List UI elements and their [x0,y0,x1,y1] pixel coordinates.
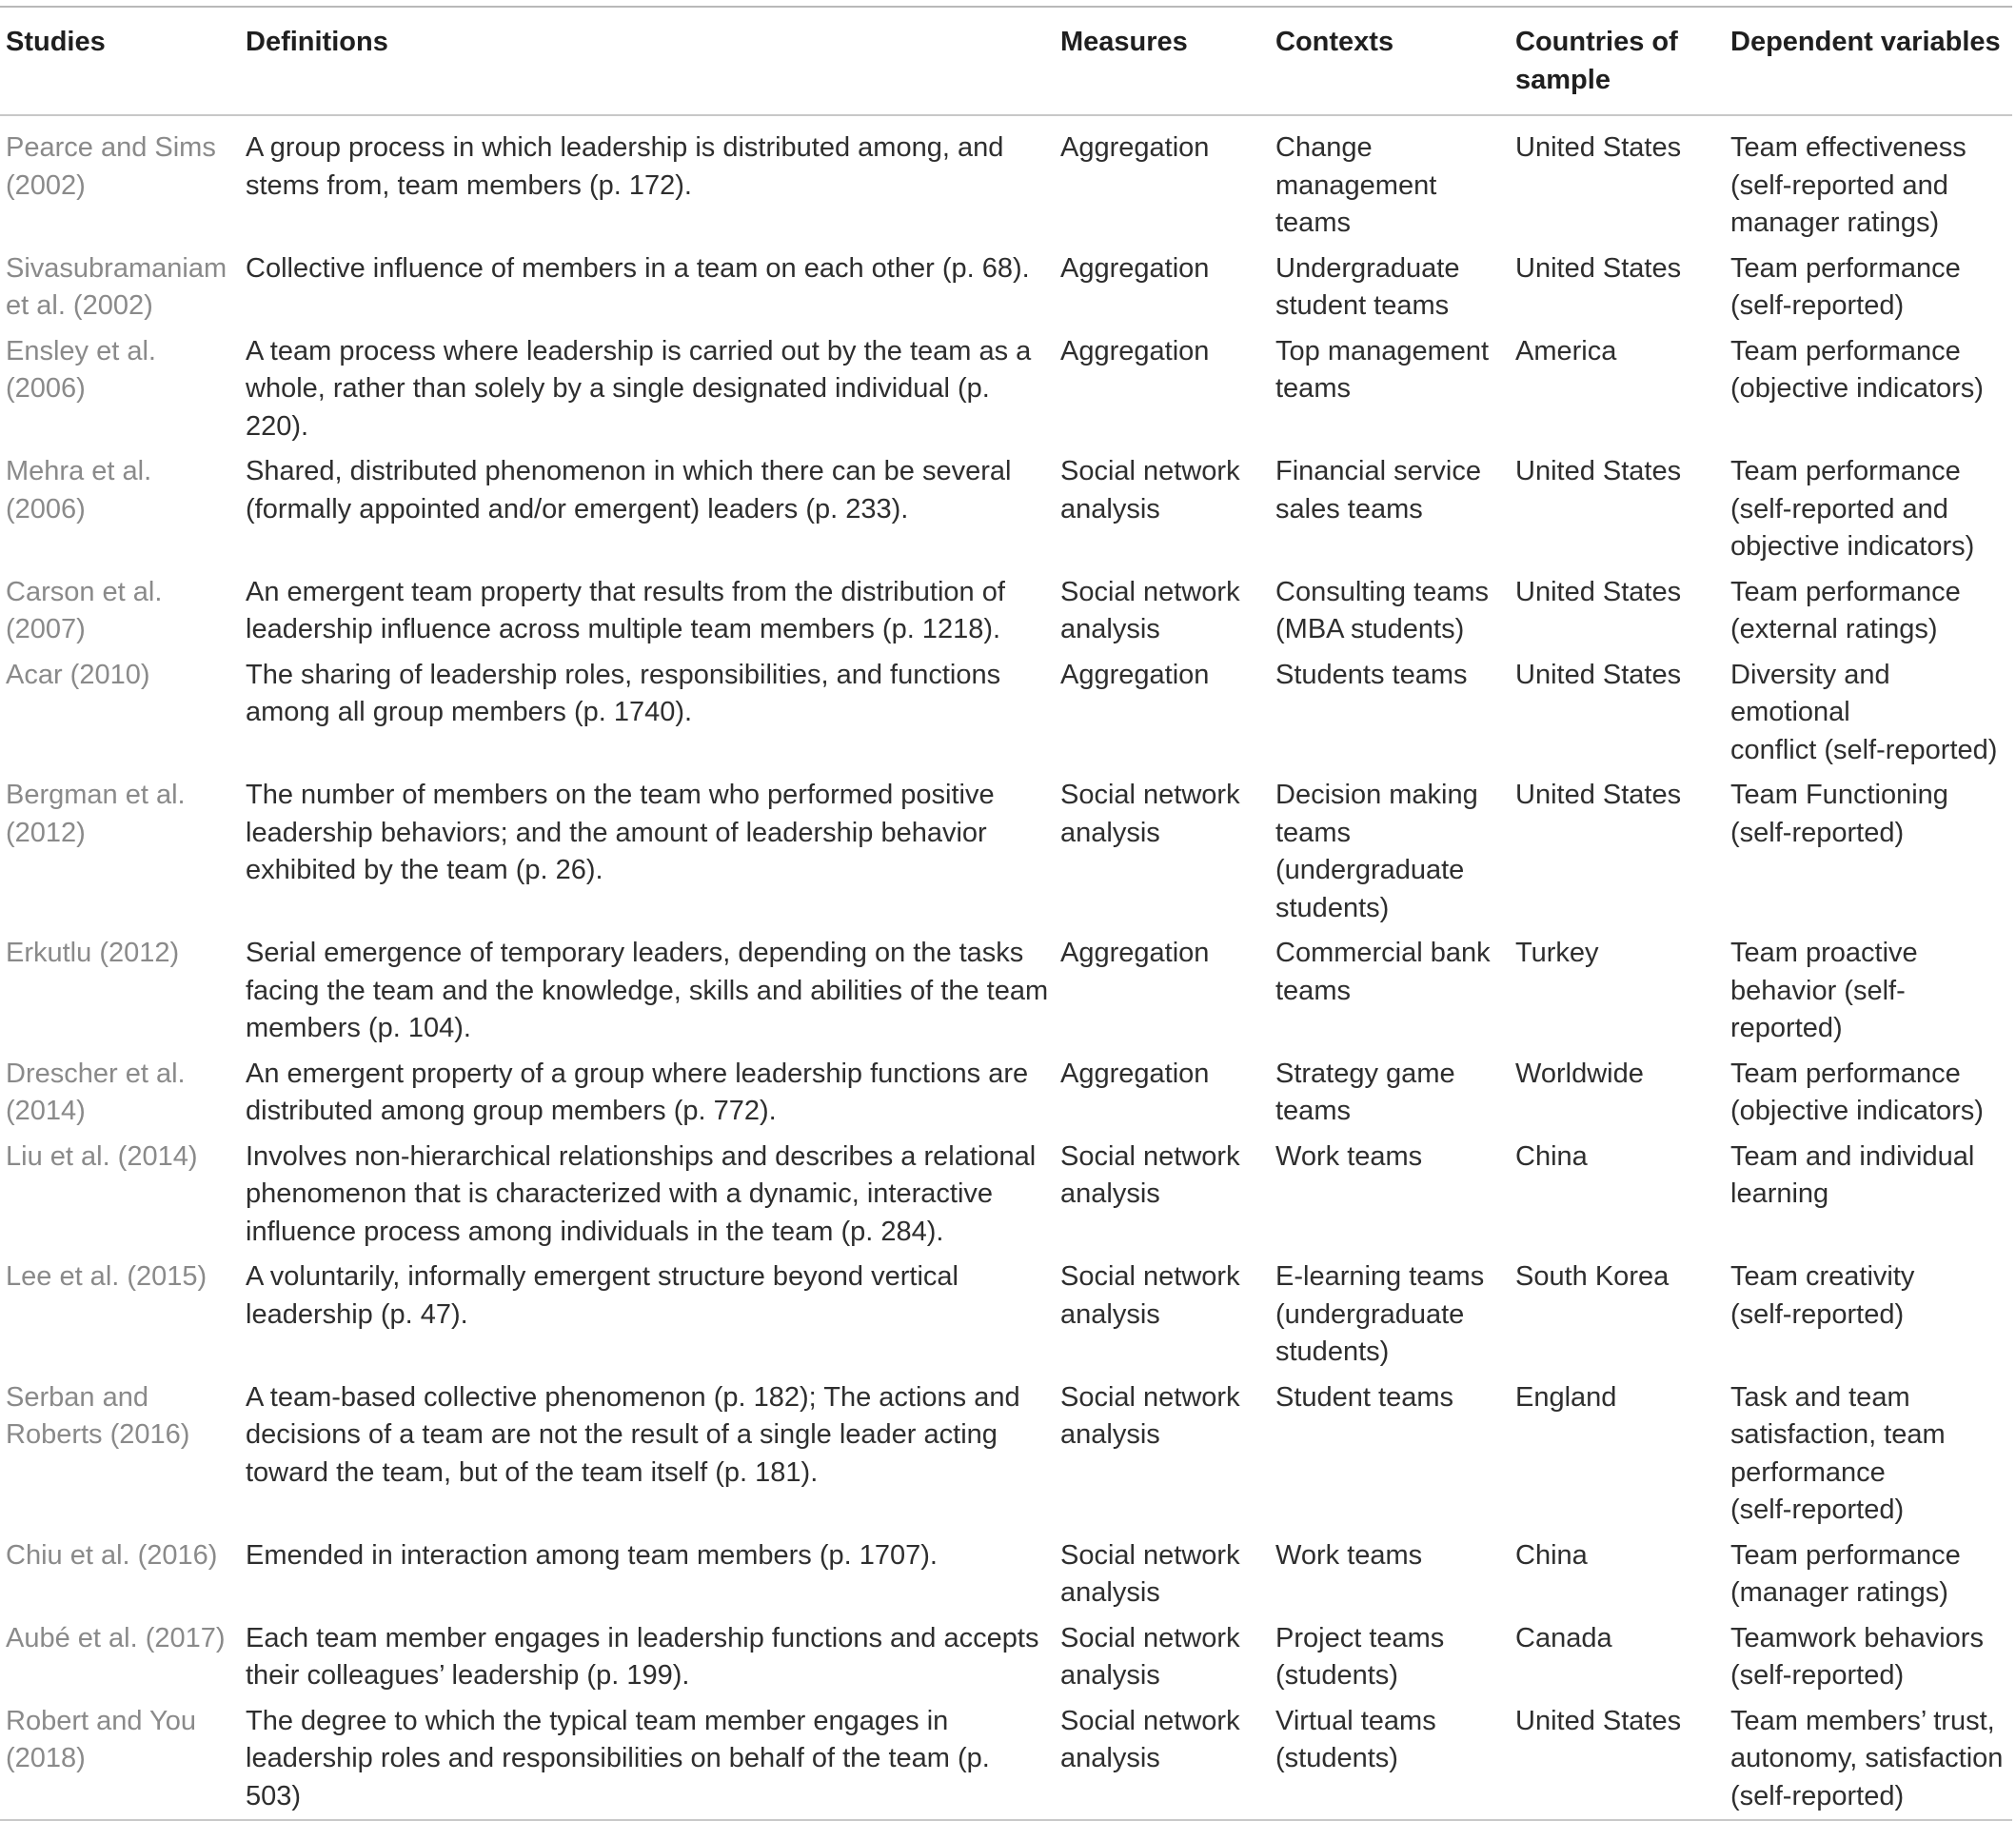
country-cell: England [1515,1381,1617,1413]
ctx-cell: Decision making teams (undergraduate students) [1275,780,1478,923]
country-cell: United States [1515,456,1682,486]
def-cell: Shared, distributed phenomenon in which there can be several (formally appointed and/or emergent) leaders (p. 233). [246,456,1012,525]
country-cell: South Korea [1515,1261,1670,1292]
study-cell: Ensley et al. (2006) [6,335,156,404]
study-cell: Carson et al. (2007) [6,576,163,644]
table-row [0,1052,2012,1135]
table-row [0,653,2012,774]
def-cell: Involves non-hierarchical relationships and describes a relational phenomenon that is characterized with a dynamic, interactive influence process among individuals in the team (p. 284). [246,1140,1037,1247]
header-measures: Measures [1060,27,1188,57]
header-contexts: Contexts [1275,27,1394,57]
studies-table [0,6,2012,1821]
ctx-cell: Project teams (students) [1275,1622,1445,1691]
header-countries: Countries of sample [1515,27,1678,95]
table-row [0,449,2012,570]
study-cell: Acar (2010) [6,659,150,690]
def-cell: Serial emergence of temporary leaders, depending on the tasks facing the team and the knowledge, skills and abilities of the team members (p. 104). [246,938,1049,1043]
meas-cell: Aggregation [1060,1058,1210,1089]
def-cell: A group process in which leadership is distributed among, and stems from, team members (p. 172). [246,132,1004,201]
table-row [0,1376,2012,1534]
study-cell: Erkutlu (2012) [6,938,180,968]
dep-cell: Team performance (objective indicators) [1730,1058,1984,1126]
ctx-cell: Financial service sales teams [1275,456,1481,525]
def-cell: Each team member engages in leadership functions and accepts their colleagues’ leadership (p. 199). [246,1622,1039,1691]
ctx-cell: Student teams [1275,1381,1453,1413]
dep-cell: Team Functioning (self-reported) [1730,780,1948,848]
dep-cell: Team effectiveness (self-reported and manager ratings) [1730,132,1967,238]
country-cell: United States [1515,780,1682,810]
ctx-cell: Work teams [1275,1140,1423,1172]
study-cell: Serban and Roberts (2016) [6,1381,190,1450]
dep-cell: Team creativity (self-reported) [1730,1261,1915,1330]
ctx-cell: Strategy game teams [1275,1058,1455,1126]
country-cell: United States [1515,1705,1682,1736]
meas-cell: Social network analysis [1060,1622,1240,1691]
def-cell: The sharing of leadership roles, responsibilities, and functions among all group members (p. 1740). [246,659,1001,727]
def-cell: Collective influence of members in a team on each other (p. 68). [246,252,1030,284]
country-cell: America [1515,335,1617,366]
dep-cell: Team performance (objective indicators) [1730,335,1984,404]
study-cell: Robert and You (2018) [6,1705,196,1773]
country-cell: China [1515,1140,1588,1172]
meas-cell: Aggregation [1060,335,1210,366]
study-cell: Liu et al. (2014) [6,1140,198,1172]
meas-cell: Social network analysis [1060,1261,1240,1330]
def-cell: Emended in interaction among team members (p. 1707). [246,1539,938,1571]
study-cell: Sivasubramaniam et al. (2002) [6,252,227,321]
dep-cell: Team performance (manager ratings) [1730,1539,1961,1608]
table-row [0,931,2012,1052]
header-definitions: Definitions [246,27,388,57]
table-row [0,329,2012,450]
dep-cell: Task and team satisfaction, team performance (self-reported) [1730,1381,1946,1525]
dep-cell: Team performance (external ratings) [1730,576,1961,644]
header-row [0,7,2012,115]
table-row [0,1534,2012,1616]
meas-cell: Social network analysis [1060,1140,1240,1209]
country-cell: United States [1515,659,1682,690]
def-cell: An emergent team property that results from the distribution of leadership influence across multiple team members (p. 1218). [246,576,1005,644]
def-cell: A team-based collective phenomenon (p. 182); The actions and decisions of a team are not the result of a single leader acting toward the team, but of the team itself (p. 181). [246,1381,1020,1488]
ctx-cell: Undergraduate student teams [1275,252,1460,321]
table-row [0,773,2012,931]
study-cell: Chiu et al. (2016) [6,1539,218,1571]
def-cell: The degree to which the typical team member engages in leadership roles and responsibilities on behalf of the team (p. 503) [246,1705,990,1811]
table-header [0,7,2012,115]
dep-cell: Team and individual learning [1730,1140,1975,1209]
meas-cell: Social network analysis [1060,1381,1240,1450]
ctx-cell: Students teams [1275,659,1468,690]
meas-cell: Social network analysis [1060,780,1240,848]
table-body [0,115,2012,1820]
table-row [0,1135,2012,1256]
table-row [0,115,2012,247]
ctx-cell: E-learning teams (undergraduate students) [1275,1261,1485,1367]
ctx-cell: Top management teams [1275,335,1490,404]
table-row [0,1699,2012,1821]
header-dependent-variables: Dependent variables [1730,27,2001,57]
country-cell: United States [1515,252,1682,284]
country-cell: China [1515,1539,1588,1571]
meas-cell: Social network analysis [1060,1539,1240,1608]
country-cell: Worldwide [1515,1058,1644,1089]
def-cell: An emergent property of a group where leadership functions are distributed among group members (p. 772). [246,1058,1029,1126]
def-cell: A team process where leadership is carried out by the team as a whole, rather than solely by a single designated individual (p. 220). [246,335,1032,442]
study-cell: Mehra et al. (2006) [6,456,152,525]
def-cell: A voluntarily, informally emergent structure beyond vertical leadership (p. 47). [246,1261,959,1330]
country-cell: United States [1515,576,1682,607]
meas-cell: Social network analysis [1060,1705,1240,1773]
header-studies: Studies [6,27,106,57]
meas-cell: Social network analysis [1060,456,1240,525]
country-cell: Turkey [1515,938,1599,968]
study-cell: Drescher et al. (2014) [6,1058,186,1126]
country-cell: Canada [1515,1622,1612,1653]
meas-cell: Aggregation [1060,132,1210,163]
dep-cell: Team performance (self-reported) [1730,252,1961,321]
ctx-cell: Change management teams [1275,132,1437,238]
table-row [0,1255,2012,1376]
dep-cell: Team members’ trust, autonomy, satisfaction (self-reported) [1730,1705,2004,1811]
def-cell: The number of members on the team who performed positive leadership behaviors; and the amount of leadership behavior exhibited by the team (p. 26). [246,780,995,885]
ctx-cell: Work teams [1275,1539,1423,1571]
meas-cell: Aggregation [1060,252,1210,284]
dep-cell: Diversity and emotional conflict (self-reported) [1730,659,1998,765]
study-cell: Pearce and Sims (2002) [6,132,216,201]
dep-cell: Teamwork behaviors (self-reported) [1730,1622,1984,1691]
ctx-cell: Commercial bank teams [1275,938,1491,1006]
meas-cell: Social network analysis [1060,576,1240,644]
country-cell: United States [1515,132,1682,163]
table-row [0,570,2012,653]
table-row [0,1616,2012,1699]
dep-cell: Team proactive behavior (self-reported) [1730,938,1918,1043]
table-row [0,247,2012,329]
study-cell: Bergman et al. (2012) [6,780,186,848]
dep-cell: Team performance (self-reported and objective indicators) [1730,456,1975,562]
meas-cell: Aggregation [1060,938,1210,968]
study-cell: Lee et al. (2015) [6,1261,208,1292]
ctx-cell: Virtual teams (students) [1275,1705,1436,1773]
meas-cell: Aggregation [1060,659,1210,690]
ctx-cell: Consulting teams (MBA students) [1275,576,1490,644]
study-cell: Aubé et al. (2017) [6,1622,226,1653]
